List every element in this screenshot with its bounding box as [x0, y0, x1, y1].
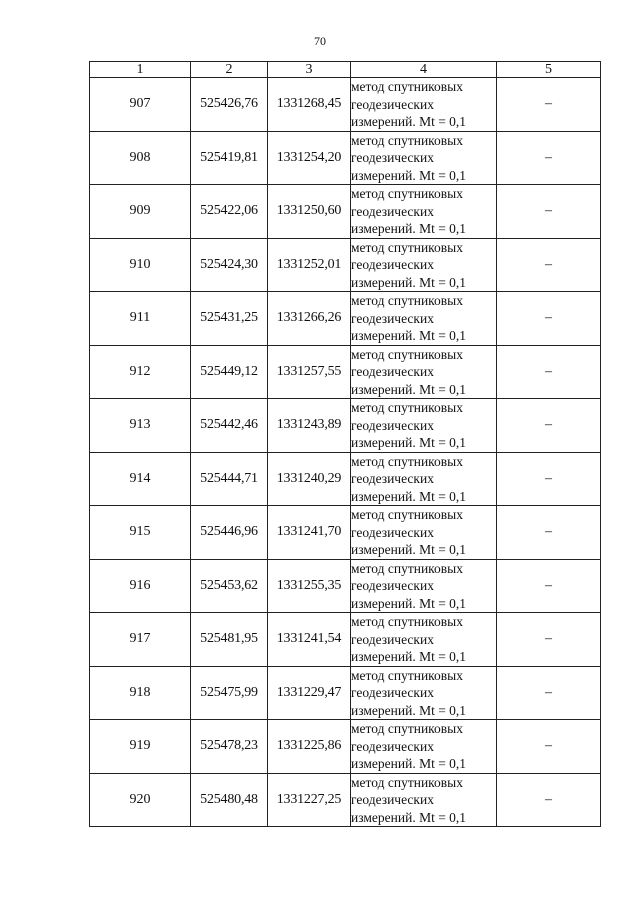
note-cell: – [497, 773, 601, 827]
method-line: измерений. Mt = 0,1 [351, 381, 467, 397]
y-coordinate-cell: 1331255,35 [268, 559, 351, 613]
method-line: геодезических [351, 150, 434, 165]
x-coordinate-cell: 525453,62 [191, 559, 268, 613]
method-line: измерений. Mt = 0,1 [351, 221, 467, 236]
method-line: измерений. Mt = 0,1 [351, 595, 467, 611]
method-cell [351, 720, 497, 774]
point-number-cell: 909 [90, 185, 191, 239]
method-line: измерений. Mt = 0,1 [351, 435, 467, 450]
note-cell: – [497, 78, 601, 132]
x-coordinate-cell: 525442,46 [191, 399, 268, 453]
note-cell: – [497, 720, 601, 774]
method-line: метод спутниковых [351, 453, 463, 469]
table-row [90, 452, 601, 506]
table-row [90, 185, 601, 239]
x-coordinate-cell: 525446,96 [191, 506, 268, 560]
method-line: геодезических [351, 96, 434, 112]
method-line: измерений. Mt = 0,1 [351, 542, 467, 557]
method-cell [351, 131, 497, 185]
y-coordinate-cell: 1331250,60 [268, 185, 351, 239]
method-cell [351, 238, 497, 292]
method-line: геодезических [351, 578, 434, 593]
x-coordinate-cell: 525475,99 [191, 666, 268, 720]
column-header-3: 3 [268, 62, 351, 78]
method-cell [351, 452, 497, 506]
coordinates-table [89, 61, 601, 827]
method-cell [351, 78, 497, 132]
method-line: измерений. Mt = 0,1 [351, 702, 467, 718]
point-number-cell: 919 [90, 720, 191, 774]
table-row [90, 559, 601, 613]
point-number-cell: 911 [90, 292, 191, 346]
note-cell: – [497, 238, 601, 292]
x-coordinate-cell: 525419,81 [191, 131, 268, 185]
point-number-cell: 910 [90, 238, 191, 292]
point-number-cell: 908 [90, 131, 191, 185]
method-line: геодезических [351, 310, 434, 326]
point-number-cell: 913 [90, 399, 191, 453]
note-cell: – [497, 452, 601, 506]
y-coordinate-cell: 1331225,86 [268, 720, 351, 774]
note-cell: – [497, 185, 601, 239]
table-row [90, 78, 601, 132]
point-number-cell: 916 [90, 559, 191, 613]
method-line: измерений. Mt = 0,1 [351, 167, 467, 183]
y-coordinate-cell: 1331243,89 [268, 399, 351, 453]
table-row [90, 399, 601, 453]
x-coordinate-cell: 525481,95 [191, 613, 268, 667]
method-line: метод спутниковых [351, 186, 463, 201]
x-coordinate-cell: 525449,12 [191, 345, 268, 399]
method-line: метод спутниковых [351, 400, 463, 415]
table-row [90, 131, 601, 185]
table-row [90, 506, 601, 560]
method-line: метод спутниковых [351, 774, 463, 790]
table-row [90, 345, 601, 399]
method-line: метод спутниковых [351, 293, 463, 308]
method-line: геодезических [351, 417, 434, 433]
table-row [90, 613, 601, 667]
y-coordinate-cell: 1331241,70 [268, 506, 351, 560]
method-line: геодезических [351, 685, 434, 700]
x-coordinate-cell: 525444,71 [191, 452, 268, 506]
method-line: метод спутниковых [351, 132, 463, 148]
table-row [90, 292, 601, 346]
column-header-4: 4 [351, 62, 497, 78]
table-row [90, 666, 601, 720]
y-coordinate-cell: 1331266,26 [268, 292, 351, 346]
point-number-cell: 915 [90, 506, 191, 560]
point-number-cell: 914 [90, 452, 191, 506]
method-line: геодезических [351, 364, 434, 379]
method-line: геодезических [351, 471, 434, 486]
table-header [90, 62, 601, 78]
point-number-cell: 912 [90, 345, 191, 399]
x-coordinate-cell: 525426,76 [191, 78, 268, 132]
table-body [90, 78, 601, 827]
note-cell: – [497, 131, 601, 185]
column-header-5: 5 [497, 62, 601, 78]
note-cell: – [497, 666, 601, 720]
note-cell: – [497, 345, 601, 399]
method-line: метод спутниковых [351, 507, 463, 522]
x-coordinate-cell: 525424,30 [191, 238, 268, 292]
method-line: метод спутниковых [351, 614, 463, 629]
x-coordinate-cell: 525480,48 [191, 773, 268, 827]
method-cell [351, 345, 497, 399]
method-line: измерений. Mt = 0,1 [351, 756, 467, 771]
method-cell [351, 613, 497, 667]
note-cell: – [497, 292, 601, 346]
method-cell [351, 773, 497, 827]
method-line: измерений. Mt = 0,1 [351, 328, 467, 343]
method-cell [351, 559, 497, 613]
x-coordinate-cell: 525431,25 [191, 292, 268, 346]
method-line: геодезических [351, 257, 434, 272]
method-line: метод спутниковых [351, 560, 463, 576]
method-cell [351, 506, 497, 560]
page-number: 70 [314, 34, 326, 48]
method-line: геодезических [351, 738, 434, 754]
method-cell [351, 399, 497, 453]
y-coordinate-cell: 1331241,54 [268, 613, 351, 667]
y-coordinate-cell: 1331252,01 [268, 238, 351, 292]
column-header-1: 1 [90, 62, 191, 78]
table-row [90, 773, 601, 827]
note-cell: – [497, 559, 601, 613]
y-coordinate-cell: 1331227,25 [268, 773, 351, 827]
method-cell [351, 292, 497, 346]
note-cell: – [497, 399, 601, 453]
note-cell: – [497, 613, 601, 667]
method-line: измерений. Mt = 0,1 [351, 809, 467, 825]
point-number-cell: 918 [90, 666, 191, 720]
point-number-cell: 907 [90, 78, 191, 132]
table-row [90, 720, 601, 774]
header-row [90, 62, 601, 78]
x-coordinate-cell: 525478,23 [191, 720, 268, 774]
y-coordinate-cell: 1331229,47 [268, 666, 351, 720]
method-line: геодезических [351, 792, 434, 807]
method-line: метод спутниковых [351, 721, 463, 736]
y-coordinate-cell: 1331257,55 [268, 345, 351, 399]
method-line: метод спутниковых [351, 79, 463, 94]
method-line: метод спутниковых [351, 667, 463, 683]
point-number-cell: 920 [90, 773, 191, 827]
method-cell [351, 666, 497, 720]
method-line: геодезических [351, 631, 434, 647]
x-coordinate-cell: 525422,06 [191, 185, 268, 239]
method-line: измерений. Mt = 0,1 [351, 114, 467, 129]
y-coordinate-cell: 1331240,29 [268, 452, 351, 506]
method-line: измерений. Mt = 0,1 [351, 274, 467, 290]
point-number-cell: 917 [90, 613, 191, 667]
method-line: геодезических [351, 524, 434, 540]
y-coordinate-cell: 1331268,45 [268, 78, 351, 132]
method-line: метод спутниковых [351, 239, 463, 255]
method-line: измерений. Mt = 0,1 [351, 649, 467, 664]
note-cell: – [497, 506, 601, 560]
y-coordinate-cell: 1331254,20 [268, 131, 351, 185]
method-line: измерений. Mt = 0,1 [351, 488, 467, 504]
column-header-2: 2 [191, 62, 268, 78]
method-line: геодезических [351, 203, 434, 219]
method-line: метод спутниковых [351, 346, 463, 362]
method-cell [351, 185, 497, 239]
table-row [90, 238, 601, 292]
